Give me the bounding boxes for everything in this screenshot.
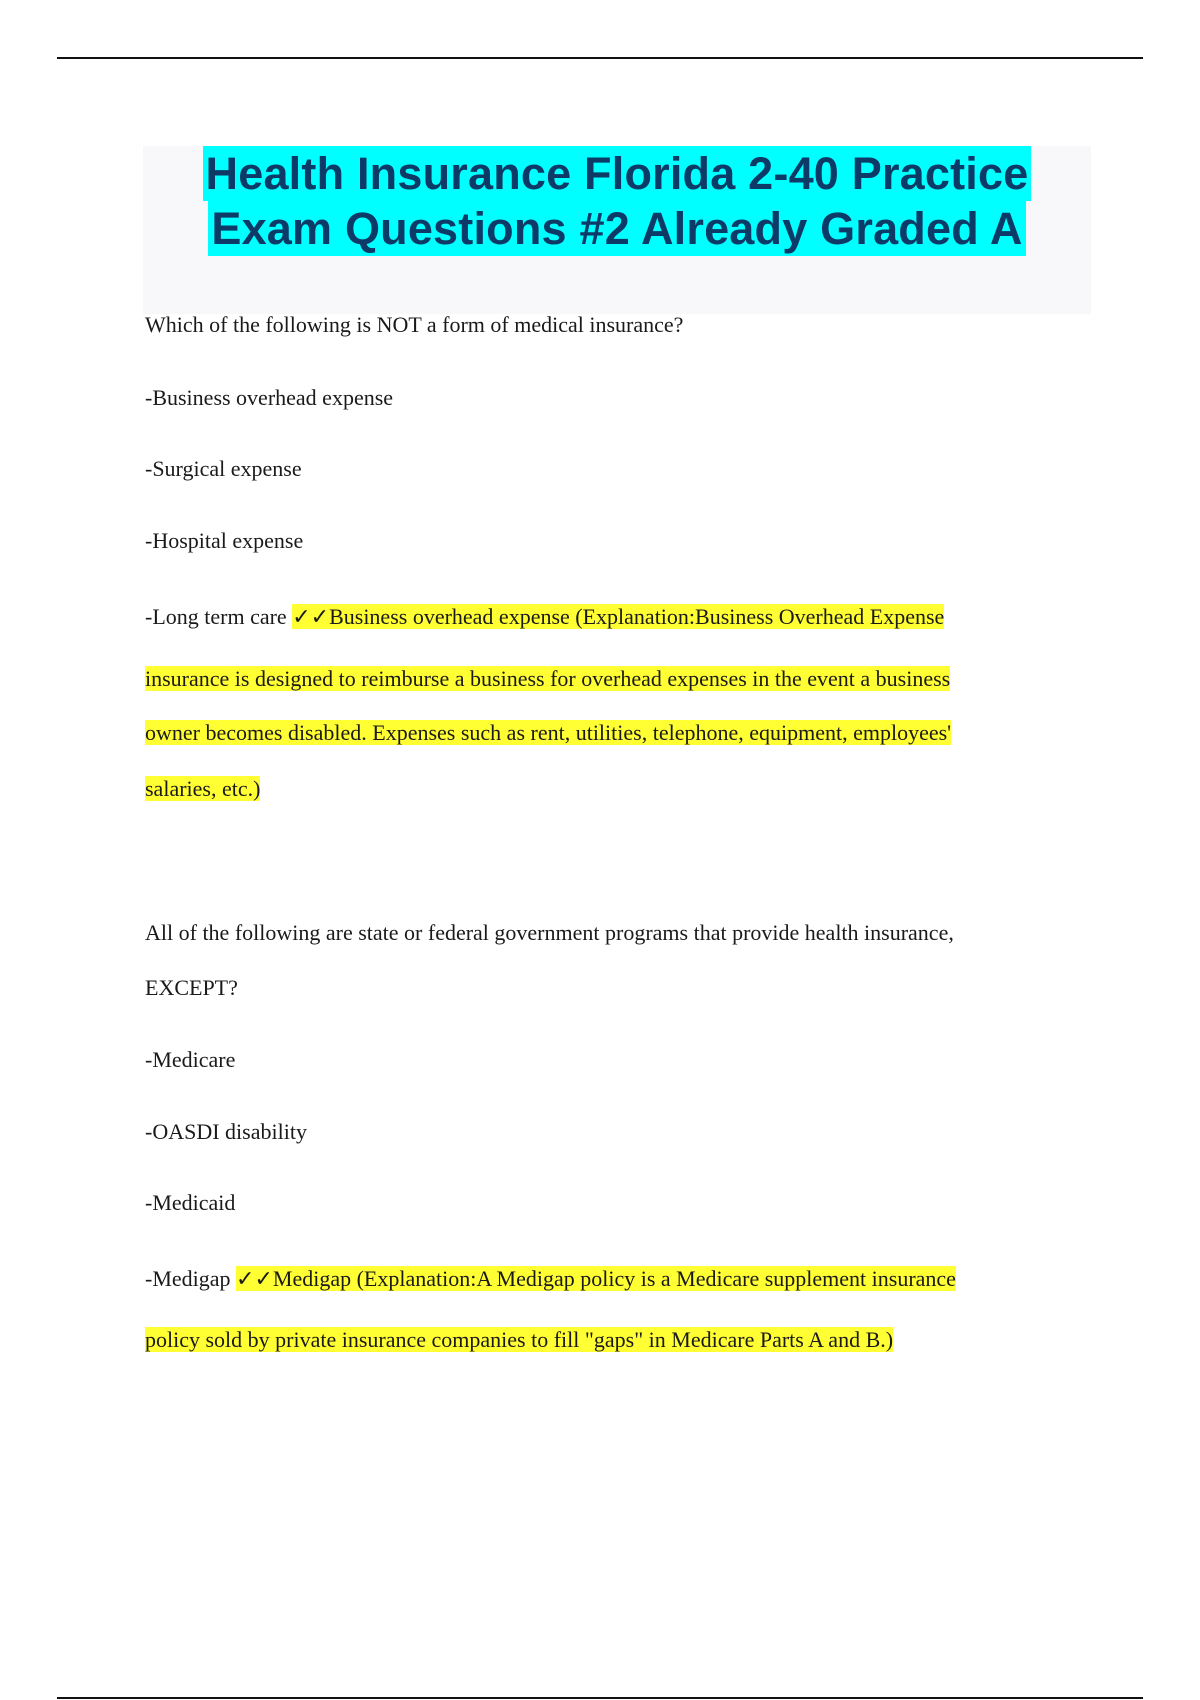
question-1-text: Which of the following is NOT a form of medical insurance? bbox=[145, 312, 684, 337]
document-title-line-1: Health Insurance Florida 2-40 Practice bbox=[203, 146, 1032, 201]
question-1-answer-line-4 bbox=[145, 775, 260, 803]
question-1-answer-text-1: Business overhead expense (Explanation:Business Overhead Expense bbox=[329, 604, 945, 629]
footer-rule bbox=[57, 1697, 1143, 1699]
double-check-icon: ✓✓ bbox=[236, 1267, 273, 1292]
question-2-text-line-1: All of the following are state or federal government programs that provide health insurance, bbox=[145, 920, 954, 945]
question-1-answer-line-3 bbox=[145, 719, 951, 747]
double-check-icon: ✓✓ bbox=[292, 605, 330, 630]
question-2-answer-text-2: policy sold by private insurance companies to fill "gaps" in Medicare Parts A and B.) bbox=[145, 1327, 894, 1352]
question-1-answer-line-1 bbox=[145, 603, 944, 632]
question-1-answer-text-4: salaries, etc.) bbox=[145, 776, 261, 801]
question-1-answer-line-2 bbox=[145, 665, 950, 693]
header-rule bbox=[57, 57, 1143, 59]
question-2-option-2: -OASDI disability bbox=[145, 1119, 307, 1144]
question-2-answer-line-2 bbox=[145, 1326, 893, 1354]
question-1-option-1: -Business overhead expense bbox=[145, 385, 394, 410]
question-1-answer-highlight bbox=[292, 604, 944, 629]
question-2-answer-highlight bbox=[236, 1266, 956, 1291]
question-1-option-3: -Hospital expense bbox=[145, 528, 304, 553]
question-2-option-4: -Medigap bbox=[145, 1266, 231, 1291]
question-1-option-4: -Long term care bbox=[145, 604, 287, 629]
question-2-answer-text-1: Medigap (Explanation:A Medigap policy is a Medicare supplement insurance bbox=[272, 1266, 956, 1291]
question-1-answer-text-2: insurance is designed to reimburse a business for overhead expenses in the event a business bbox=[145, 666, 951, 691]
question-2-option-3: -Medicaid bbox=[145, 1190, 236, 1215]
question-2-option-1: -Medicare bbox=[145, 1047, 236, 1072]
question-2-answer-line-1 bbox=[145, 1265, 956, 1294]
question-1-answer-text-3: owner becomes disabled. Expenses such as rent, utilities, telephone, equipment, employees' bbox=[145, 720, 952, 745]
title-block bbox=[143, 146, 1091, 314]
question-2-text-line-2: EXCEPT? bbox=[145, 975, 238, 1000]
question-1-option-2: -Surgical expense bbox=[145, 456, 302, 481]
document-title-line-2: Exam Questions #2 Already Graded A bbox=[208, 201, 1025, 256]
